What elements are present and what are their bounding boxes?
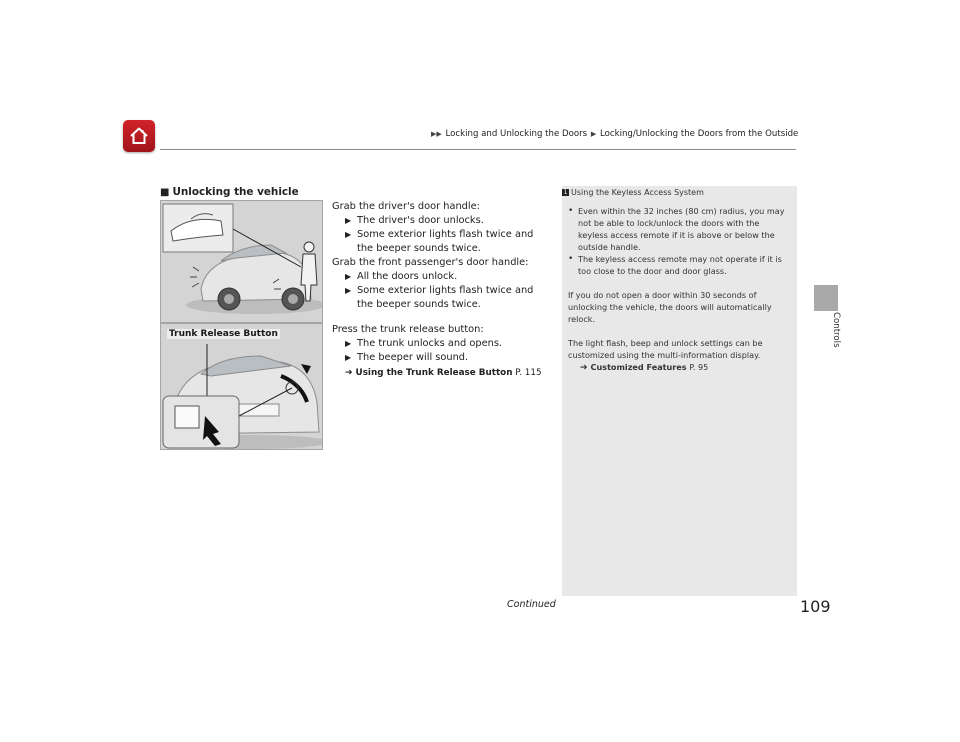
xref-page: P. 115 <box>515 368 542 378</box>
note-cross-reference <box>568 361 790 374</box>
sidebar-tab-marker[interactable] <box>814 285 838 311</box>
trunk-release-button-label: Trunk Release Button <box>169 329 278 339</box>
step-driver-door: Grab the driver's door handle: <box>332 201 480 212</box>
note-bullet: • The keyless access remote may not operate if it is too close to the door and door glass. <box>568 254 782 276</box>
bullet-icon: • <box>568 206 574 216</box>
reference-arrow-icon: ➔ <box>345 368 353 378</box>
result-arrow-icon: ▶ <box>345 353 352 362</box>
header-divider <box>160 149 796 150</box>
result-arrow-icon: ▶ <box>345 272 352 281</box>
step-result: ▶ All the doors unlock. <box>345 271 458 282</box>
door-handle-illustration <box>160 200 323 323</box>
customized-features-link[interactable]: Customized Features <box>590 362 687 372</box>
note-xref-page: P. 95 <box>689 362 709 372</box>
instruction-text <box>332 200 552 389</box>
breadcrumb-arrow-icon: ▶▶ <box>431 130 442 138</box>
continued-label: Continued <box>507 599 556 610</box>
step-result: ▶ Some exterior lights flash twice and the beeper sounds twice. <box>345 285 534 310</box>
note-bullet: • Even within the 32 inches (80 cm) radius, you may not be able to lock/unlock the doors with the keyless access remote if it is above or below the outside handle. <box>568 206 785 252</box>
sidebar-tab-controls[interactable]: Controls <box>831 312 841 348</box>
section-heading-text: Unlocking the vehicle <box>172 186 299 198</box>
home-icon <box>128 125 150 147</box>
result-arrow-icon: ▶ <box>345 216 352 225</box>
breadcrumb <box>430 129 798 139</box>
car-door-handle-image <box>161 201 322 322</box>
cross-reference <box>332 366 552 380</box>
page-number: 109 <box>800 597 831 616</box>
result-arrow-icon: ▶ <box>345 230 352 239</box>
note-title-text: Using the Keyless Access System <box>571 188 704 197</box>
reference-arrow-icon: ➔ <box>580 363 588 373</box>
car-trunk-image <box>161 324 322 449</box>
note-badge-icon: 1 <box>563 189 568 196</box>
step-result: ▶ The beeper will sound. <box>345 352 469 363</box>
step-result: ▶ Some exterior lights flash twice and the beeper sounds twice. <box>345 229 534 254</box>
trunk-release-illustration <box>160 323 323 450</box>
breadcrumb-item-outside[interactable]: Locking/Unlocking the Doors from the Outside <box>599 129 799 139</box>
note-body <box>568 205 790 374</box>
note-title <box>562 188 704 197</box>
home-button[interactable] <box>123 120 155 152</box>
step-trunk-release: Press the trunk release button: <box>332 324 484 335</box>
breadcrumb-item-doors[interactable]: Locking and Unlocking the Doors <box>445 129 588 139</box>
trunk-release-link[interactable]: Using the Trunk Release Button <box>355 368 513 378</box>
section-heading <box>160 186 299 198</box>
note-paragraph: The light flash, beep and unlock settings can be customized using the multi-information display. <box>568 338 763 360</box>
step-result: ▶ The trunk unlocks and opens. <box>345 338 503 349</box>
square-bullet-icon: ■ <box>160 187 170 198</box>
result-arrow-icon: ▶ <box>345 286 352 295</box>
note-paragraph: If you do not open a door within 30 seconds of unlocking the vehicle, the doors will automatically relock. <box>568 290 772 324</box>
result-arrow-icon: ▶ <box>345 339 352 348</box>
bullet-icon: • <box>568 254 574 264</box>
step-passenger-door: Grab the front passenger's door handle: <box>332 257 529 268</box>
step-result: ▶ The driver's door unlocks. <box>345 215 484 226</box>
breadcrumb-arrow-icon: ▶ <box>590 130 597 138</box>
